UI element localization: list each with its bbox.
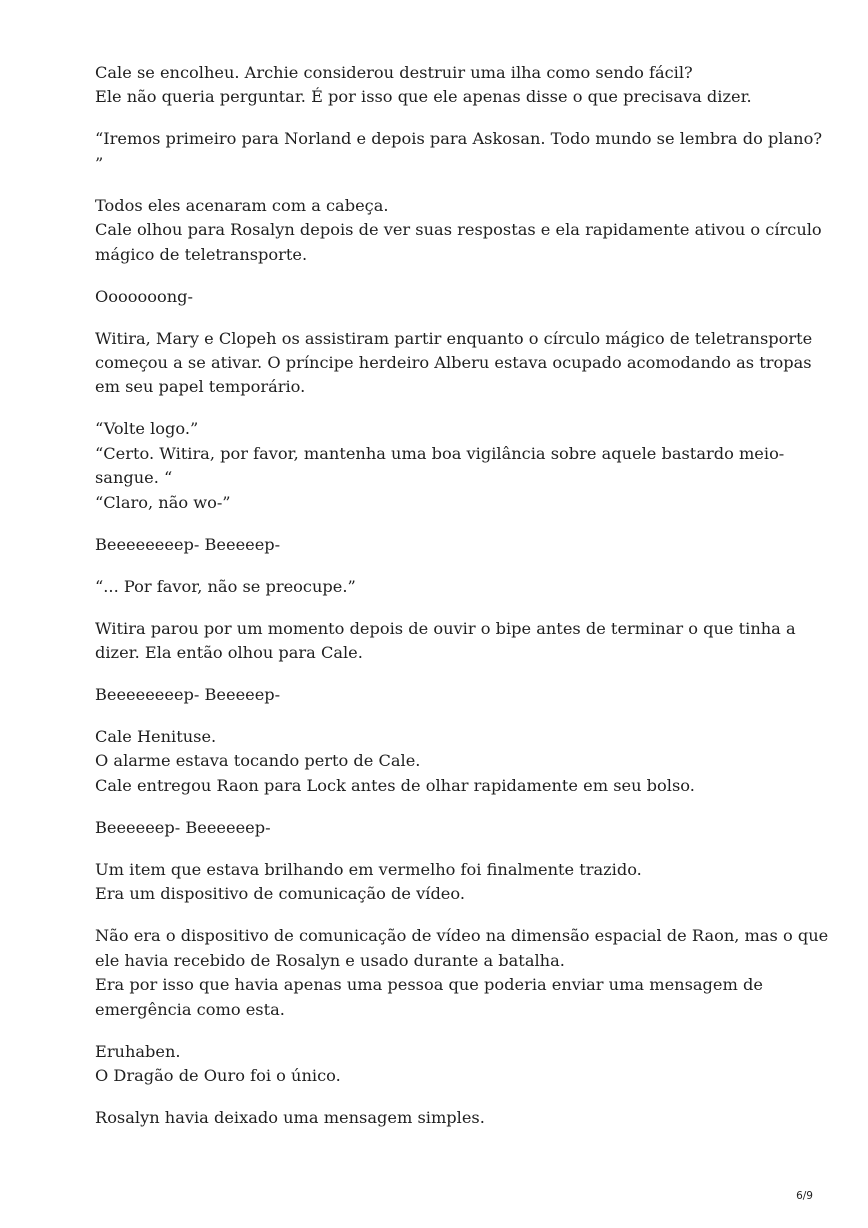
paragraph <box>95 285 785 309</box>
text-line: mágico de teletransporte. <box>95 244 308 264</box>
text-line: Rosalyn havia deixado uma mensagem simples. <box>95 1107 485 1127</box>
text-line: “Iremos primeiro para Norland e depois para Askosan. Todo mundo se lembra do plano? <box>95 129 823 149</box>
text-line: Beeeeeeeep- Beeeeep- <box>95 534 281 554</box>
text-line: sangue. “ <box>95 468 173 488</box>
text-line: ” <box>95 153 104 173</box>
text-line: Cale olhou para Rosalyn depois de ver suas respostas e ela rapidamente ativou o círculo <box>95 220 822 240</box>
text-line: “Claro, não wo-” <box>95 492 231 512</box>
text-line: Cale se encolheu. Archie considerou destruir uma ilha como sendo fácil? <box>95 63 693 82</box>
text-line: “Certo. Witira, por favor, mantenha uma boa vigilância sobre aquele bastardo meio- <box>95 443 785 463</box>
text-line: começou a se ativar. O príncipe herdeiro Alberu estava ocupado acomodando as tropas <box>95 353 812 373</box>
text-line: O Dragão de Ouro foi o único. <box>95 1065 341 1085</box>
text-line: Witira, Mary e Clopeh os assistiram partir enquanto o círculo mágico de teletransporte <box>95 328 813 348</box>
paragraph <box>95 1040 785 1089</box>
text-line: dizer. Ela então olhou para Cale. <box>95 643 363 663</box>
paragraph <box>95 194 822 267</box>
text-line: “... Por favor, não se preocupe.” <box>95 576 356 596</box>
text-line: Ooooooong- <box>95 286 194 306</box>
text-line: Cale Henituse. <box>95 727 217 747</box>
text-line: Eruhaben. <box>95 1041 181 1061</box>
paragraph <box>95 61 785 110</box>
text-line: Todos eles acenaram com a cabeça. <box>95 195 389 215</box>
text-line: Era por isso que havia apenas uma pessoa que poderia enviar uma mensagem de <box>95 975 763 995</box>
document-body <box>95 61 829 1148</box>
paragraph <box>95 683 785 707</box>
text-line: ele havia recebido de Rosalyn e usado durante a batalha. <box>95 950 565 970</box>
text-line: “Volte logo.” <box>95 419 199 439</box>
paragraph <box>95 575 785 599</box>
text-line: O alarme estava tocando perto de Cale. <box>95 751 421 771</box>
text-line: Cale entregou Raon para Lock antes de olhar rapidamente em seu bolso. <box>95 775 695 795</box>
text-line: Beeeeeeeep- Beeeeep- <box>95 685 281 705</box>
text-line: Um item que estava brilhando em vermelho foi finalmente trazido. <box>95 859 642 879</box>
text-line: Beeeeeep- Beeeeeep- <box>95 817 271 837</box>
paragraph <box>95 533 785 557</box>
page-number: 6/9 <box>796 1190 813 1202</box>
text-line: Era um dispositivo de comunicação de vídeo. <box>95 884 465 904</box>
paragraph <box>95 816 785 840</box>
paragraph <box>95 858 785 907</box>
paragraph <box>95 924 829 1022</box>
text-line: em seu papel temporário. <box>95 377 306 397</box>
paragraph <box>95 327 813 400</box>
text-line: emergência como esta. <box>95 999 285 1019</box>
text-line: Witira parou por um momento depois de ouvir o bipe antes de terminar o que tinha a <box>95 618 796 638</box>
text-line: Ele não queria perguntar. É por isso que ele apenas disse o que precisava dizer. <box>95 87 752 107</box>
paragraph <box>95 725 785 798</box>
paragraph <box>95 617 796 666</box>
paragraph <box>95 127 823 176</box>
text-line: Não era o dispositivo de comunicação de vídeo na dimensão espacial de Raon, mas o que <box>95 926 829 946</box>
paragraph <box>95 417 785 515</box>
paragraph <box>95 1106 785 1130</box>
